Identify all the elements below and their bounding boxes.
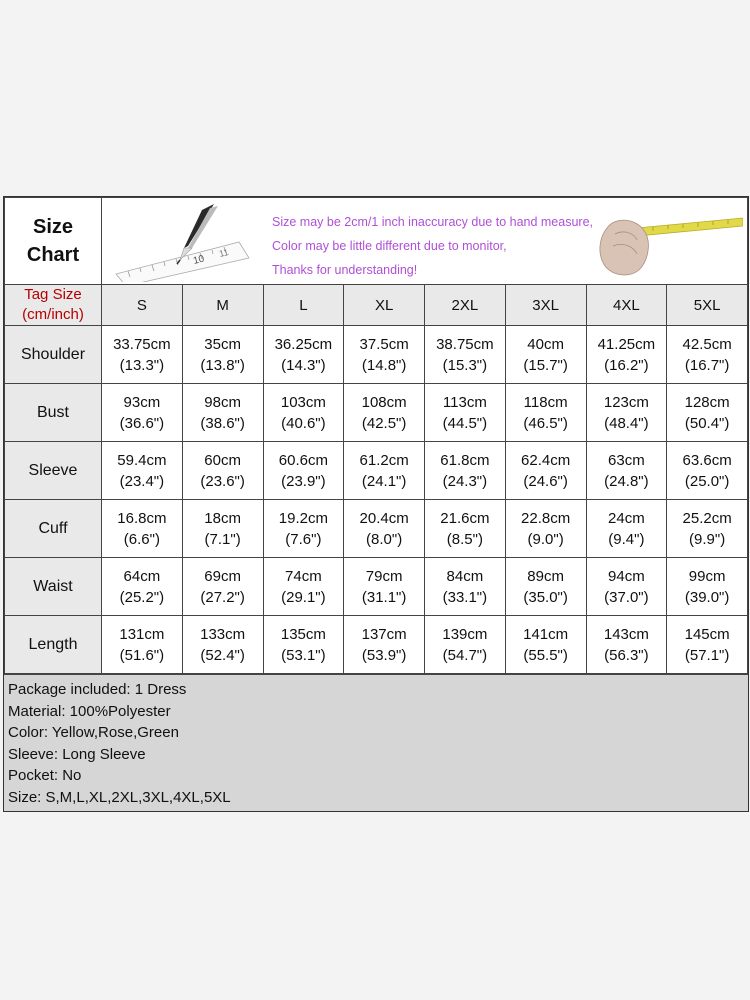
cell-cm-value: 141cm [523, 625, 569, 643]
cell-cm-value: 16.8cm [117, 509, 167, 527]
tag-size-label [5, 285, 102, 326]
cell-inch-value: (36.6") [119, 414, 165, 432]
notice-line-1: Size may be 2cm/1 inch inaccuracy due to hand measure, [272, 215, 594, 229]
cell-cm-value: 33.75cm [113, 335, 171, 353]
tag-size-line-2: (cm/inch) [22, 306, 84, 323]
cell-cm-value: 93cm [123, 393, 161, 411]
cell-inch-value: (7.1") [204, 530, 241, 548]
table-cell [102, 500, 183, 558]
cell-cm-value: 37.5cm [359, 335, 409, 353]
cell-cm-value: 69cm [204, 567, 241, 585]
table-cell [505, 558, 586, 616]
cell-inch-value: (13.8") [200, 356, 245, 374]
table-cell [667, 616, 748, 674]
cell-cm-value: 123cm [603, 393, 649, 411]
cell-inch-value: (54.7") [442, 646, 488, 664]
table-cell [586, 616, 667, 674]
table-cell [425, 326, 506, 384]
size-header-m: M [182, 285, 263, 326]
table-cell [182, 500, 263, 558]
cell-inch-value: (24.6") [523, 472, 568, 490]
cell-inch-value: (35.0") [523, 588, 568, 606]
cell-cm-value: 99cm [688, 567, 726, 585]
notice-text [272, 210, 593, 282]
table-cell [344, 558, 425, 616]
cell-cm-value: 25.2cm [682, 509, 732, 527]
cell-inch-value: (39.0") [684, 588, 730, 606]
pencil-ruler-illustration [114, 202, 254, 282]
table-cell [505, 616, 586, 674]
cell-cm-value: 113cm [442, 393, 487, 411]
cell-cm-value: 40cm [527, 335, 564, 353]
cell-cm-value: 60.6cm [278, 451, 328, 469]
table-cell [667, 500, 748, 558]
cell-inch-value: (13.3") [119, 356, 165, 374]
table-row [5, 616, 748, 674]
table-cell [102, 326, 183, 384]
measuring-tape-hand-illustration [593, 206, 743, 280]
table-cell [344, 616, 425, 674]
size-table [4, 197, 748, 674]
cell-inch-value: (40.6") [281, 414, 326, 432]
table-cell [344, 326, 425, 384]
size-header-4xl: 4XL [586, 285, 667, 326]
cell-cm-value: 61.8cm [440, 451, 490, 469]
size-header-3xl: 3XL [505, 285, 586, 326]
banner-notice [102, 198, 748, 285]
cell-inch-value: (48.4") [604, 414, 649, 432]
table-cell [102, 384, 183, 442]
table-cell [263, 442, 344, 500]
cell-inch-value: (16.7") [684, 356, 730, 374]
cell-cm-value: 135cm [280, 625, 326, 643]
cell-cm-value: 24cm [608, 509, 645, 527]
banner-row [5, 198, 748, 285]
size-header-5xl: 5XL [667, 285, 748, 326]
cell-inch-value: (51.6") [119, 646, 165, 664]
table-cell [344, 442, 425, 500]
cell-inch-value: (8.5") [446, 530, 483, 548]
cell-cm-value: 42.5cm [682, 335, 732, 353]
cell-inch-value: (23.6") [200, 472, 245, 490]
cell-inch-value: (24.3") [442, 472, 488, 490]
table-cell [505, 442, 586, 500]
ruler-number-10: 10 [192, 253, 206, 267]
cell-cm-value: 84cm [446, 567, 484, 585]
table-cell [182, 558, 263, 616]
table-cell [102, 558, 183, 616]
table-cell [102, 442, 183, 500]
cell-inch-value: (15.3") [442, 356, 488, 374]
table-cell [505, 500, 586, 558]
cell-inch-value: (50.4") [684, 414, 730, 432]
table-cell [586, 442, 667, 500]
cell-inch-value: (42.5") [361, 414, 407, 432]
table-row [5, 558, 748, 616]
table-cell [586, 558, 667, 616]
table-row [5, 384, 748, 442]
cell-cm-value: 131cm [119, 625, 165, 643]
product-details [4, 674, 748, 811]
cell-cm-value: 143cm [603, 625, 649, 643]
tag-size-line-1: Tag Size [24, 286, 82, 303]
cell-cm-value: 21.6cm [440, 509, 490, 527]
cell-cm-value: 139cm [442, 625, 488, 643]
table-cell [667, 326, 748, 384]
cell-inch-value: (25.2") [119, 588, 165, 606]
cell-inch-value: (9.0") [527, 530, 564, 548]
table-cell [425, 616, 506, 674]
cell-cm-value: 128cm [684, 393, 730, 411]
row-label: Shoulder [5, 326, 102, 384]
cell-inch-value: (52.4") [200, 646, 245, 664]
table-cell [182, 326, 263, 384]
cell-inch-value: (44.5") [442, 414, 488, 432]
cell-cm-value: 63.6cm [682, 451, 732, 469]
cell-inch-value: (9.9") [689, 530, 726, 548]
table-row [5, 326, 748, 384]
ruler-number-11: 11 [218, 246, 230, 259]
cell-cm-value: 103cm [280, 393, 326, 411]
cell-inch-value: (23.9") [281, 472, 326, 490]
cell-cm-value: 60cm [204, 451, 241, 469]
cell-inch-value: (29.1") [281, 588, 326, 606]
title-line-2: Chart [26, 244, 80, 266]
table-cell [505, 384, 586, 442]
table-cell [182, 442, 263, 500]
row-label: Cuff [5, 500, 102, 558]
cell-cm-value: 89cm [527, 567, 564, 585]
detail-color: Color: Yellow,Rose,Green [8, 724, 179, 741]
table-cell [667, 558, 748, 616]
cell-inch-value: (8.0") [366, 530, 403, 548]
table-cell [263, 500, 344, 558]
size-header-l: L [263, 285, 344, 326]
cell-cm-value: 22.8cm [521, 509, 571, 527]
cell-inch-value: (53.9") [361, 646, 407, 664]
row-label: Sleeve [5, 442, 102, 500]
size-header-2xl: 2XL [425, 285, 506, 326]
size-header-xl: XL [344, 285, 425, 326]
cell-inch-value: (24.8") [604, 472, 649, 490]
table-cell [182, 384, 263, 442]
table-cell [182, 616, 263, 674]
cell-inch-value: (14.8") [361, 356, 407, 374]
cell-inch-value: (23.4") [119, 472, 165, 490]
table-cell [425, 500, 506, 558]
cell-inch-value: (14.3") [281, 356, 326, 374]
row-label: Bust [5, 384, 102, 442]
cell-inch-value: (38.6") [200, 414, 245, 432]
notice-line-3: Thanks for understanding! [272, 263, 418, 277]
notice-line-2: Color may be little different due to monitor, [272, 239, 507, 253]
chart-title [5, 198, 102, 285]
cell-cm-value: 38.75cm [436, 335, 494, 353]
cell-inch-value: (53.1") [281, 646, 326, 664]
cell-cm-value: 63cm [608, 451, 645, 469]
cell-inch-value: (33.1") [442, 588, 488, 606]
table-cell [425, 558, 506, 616]
cell-cm-value: 133cm [200, 625, 246, 643]
cell-inch-value: (31.1") [361, 588, 407, 606]
table-cell [263, 616, 344, 674]
cell-cm-value: 41.25cm [597, 335, 656, 353]
table-cell [586, 500, 667, 558]
cell-cm-value: 94cm [608, 567, 645, 585]
table-row [5, 500, 748, 558]
size-header-s: S [102, 285, 183, 326]
cell-cm-value: 79cm [365, 567, 403, 585]
cell-inch-value: (55.5") [523, 646, 568, 664]
cell-inch-value: (27.2") [200, 588, 245, 606]
cell-inch-value: (7.6") [285, 530, 322, 548]
cell-inch-value: (57.1") [684, 646, 730, 664]
cell-cm-value: 118cm [523, 393, 568, 411]
table-cell [344, 384, 425, 442]
row-label: Length [5, 616, 102, 674]
table-cell [586, 326, 667, 384]
table-cell [425, 442, 506, 500]
cell-cm-value: 137cm [361, 625, 407, 643]
cell-inch-value: (24.1") [361, 472, 407, 490]
cell-inch-value: (46.5") [523, 414, 568, 432]
table-cell [505, 326, 586, 384]
detail-package: Package included: 1 Dress [8, 681, 187, 698]
table-cell [263, 384, 344, 442]
cell-cm-value: 20.4cm [359, 509, 409, 527]
detail-material: Material: 100%Polyester [8, 702, 171, 720]
table-row [5, 442, 748, 500]
table-cell [586, 384, 667, 442]
table-cell [667, 384, 748, 442]
cell-inch-value: (37.0") [604, 588, 649, 606]
row-label: Waist [5, 558, 102, 616]
cell-inch-value: (16.2") [604, 356, 649, 374]
cell-cm-value: 108cm [361, 393, 407, 411]
detail-pocket: Pocket: No [8, 767, 82, 784]
cell-cm-value: 145cm [684, 625, 730, 643]
cell-cm-value: 62.4cm [521, 451, 571, 469]
size-chart [3, 196, 749, 812]
cell-cm-value: 64cm [123, 567, 161, 585]
detail-sleeve: Sleeve: Long Sleeve [8, 745, 146, 763]
cell-inch-value: (56.3") [604, 646, 649, 664]
cell-inch-value: (6.6") [123, 530, 160, 548]
detail-size: Size: S,M,L,XL,2XL,3XL,4XL,5XL [8, 788, 231, 806]
title-line-1: Size [32, 216, 74, 238]
table-cell [344, 500, 425, 558]
table-cell [102, 616, 183, 674]
cell-cm-value: 36.25cm [274, 335, 333, 353]
table-cell [263, 558, 344, 616]
cell-cm-value: 61.2cm [359, 451, 409, 469]
cell-inch-value: (15.7") [523, 356, 568, 374]
cell-cm-value: 18cm [204, 509, 241, 527]
cell-cm-value: 35cm [204, 335, 241, 353]
cell-cm-value: 98cm [204, 393, 241, 411]
cell-cm-value: 59.4cm [117, 451, 167, 469]
cell-cm-value: 19.2cm [278, 509, 328, 527]
cell-cm-value: 74cm [285, 567, 322, 585]
table-cell [263, 326, 344, 384]
cell-inch-value: (25.0") [684, 472, 730, 490]
cell-inch-value: (9.4") [608, 530, 645, 548]
measurement-rows [5, 326, 748, 674]
table-cell [667, 442, 748, 500]
size-header-row [5, 285, 748, 326]
table-cell [425, 384, 506, 442]
